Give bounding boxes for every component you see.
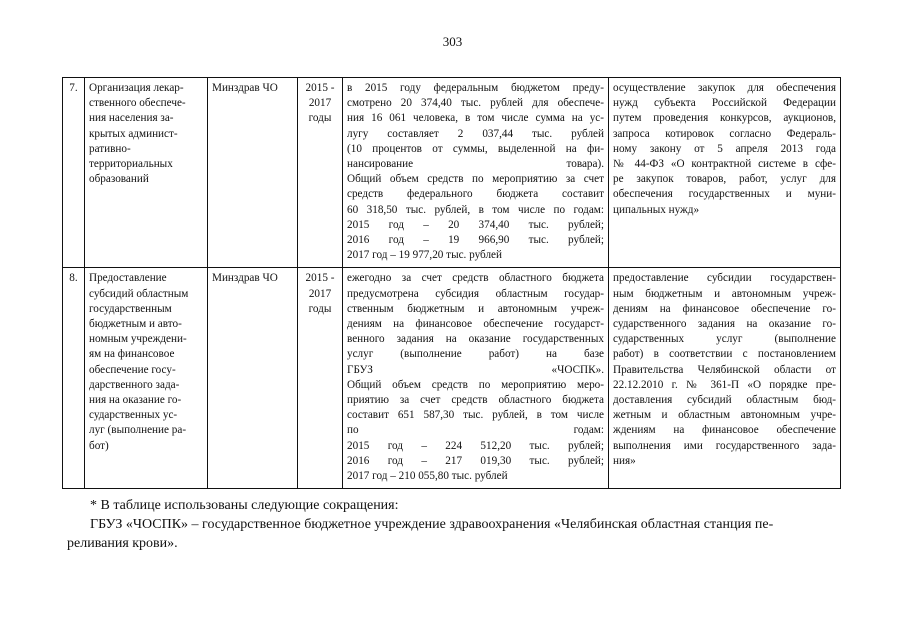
- mechanism-description-line: ждениям на финансовое обеспечение: [613, 424, 836, 437]
- measure-name-line: субсидий областным: [89, 287, 189, 300]
- period-line: 2015 -: [305, 82, 335, 94]
- measure-name-line: обеспечение госу-: [89, 363, 176, 376]
- measure-name-line: сударственных ус-: [89, 409, 178, 422]
- footnote-text: ГБУЗ «ЧОСПК» – государственное бюджетное учреждение здравоохранения «Челябинская областная станция пе-: [90, 517, 774, 532]
- funding-description-line: 2015 год – 224 512,20 тыс. рублей;: [347, 439, 604, 452]
- measures-table: [62, 77, 841, 489]
- funding-description-line: 2016 год – 217 019,30 тыс. рублей;: [347, 454, 604, 467]
- funding-description-line: ния 16 061 человека, в том числе сумма на ус-: [347, 112, 604, 125]
- period: [298, 78, 343, 268]
- funding-description-line: 60 318,50 тыс. рублей, в том числе по годам:: [347, 203, 604, 216]
- funding-description: [343, 78, 609, 268]
- mechanism-description-line: жетным и областным автономным учре-: [613, 409, 836, 422]
- funding-description-line: (10 процентов от суммы, выделенной на фи-: [347, 142, 604, 155]
- measure-name-line: дарственного зада-: [89, 378, 180, 391]
- measure-name-line: ративно-: [89, 142, 131, 155]
- funding-description-line: приятию за счет средств областного бюджета: [347, 394, 604, 407]
- period-line: 2017: [308, 287, 332, 300]
- funding-description-line: лугу составляет 2 037,44 тыс. рублей: [347, 127, 604, 140]
- mechanism-description-line: ному закону от 5 апреля 2013 года: [613, 142, 836, 155]
- footnote-title: * В таблице использованы следующие сокращения:: [90, 498, 399, 513]
- table-row: [63, 268, 841, 489]
- funding-description-line: смотрено 20 374,40 тыс. рублей для обеспече-: [347, 97, 604, 110]
- period-line: годы: [308, 302, 332, 315]
- measure-name-line: бюджетным и авто-: [89, 318, 182, 331]
- funding-description-line: дениям на финансовое обеспечение государст-: [347, 318, 604, 331]
- mechanism-description-line: дениям на финансовое обеспечение го-: [613, 302, 836, 315]
- mechanism-description-line: выполнения ими государственного зада-: [613, 439, 836, 452]
- measure-name-line: номным учреждени-: [89, 333, 187, 346]
- measure-name-line: ния на оказание го-: [89, 394, 182, 407]
- period-line: годы: [308, 112, 332, 125]
- measure-name-line: крытых админист-: [89, 127, 178, 140]
- funding-description-line: составит 651 587,30 тыс. рублей, в том числе: [347, 409, 604, 422]
- funding-description-line: в 2015 году федеральным бюджетом преду-: [347, 82, 604, 94]
- row-number: 8.: [63, 268, 85, 489]
- mechanism-description-line: ре закупок товаров, работ, услуг для: [613, 173, 836, 186]
- funding-description-line: ежегодно за счет средств областного бюджета: [347, 272, 604, 285]
- funding-description-line: Общий объем средств по мероприятию меро-: [347, 378, 604, 391]
- funding-description-line: предусмотрена субсидия областным государ-: [347, 287, 604, 300]
- funding-description-line: ственным бюджетным и автономным учреж-: [347, 302, 604, 315]
- mechanism-description-line: ципальных нужд»: [613, 203, 700, 216]
- funding-description: [343, 268, 609, 489]
- mechanism-description-line: сударственного задания на оказание го-: [613, 318, 836, 331]
- mechanism-description-line: 22.12.2010 г. № 361-П «О порядке пре-: [613, 378, 836, 391]
- measure-name-line: государственным: [89, 302, 172, 315]
- measure-name-line: Предоставление: [89, 272, 167, 285]
- funding-description-line: 2017 год – 19 977,20 тыс. рублей: [347, 249, 502, 262]
- mechanism-description-line: путем проведения конкурсов, аукционов,: [613, 112, 836, 125]
- measure-name-line: ственного обеспече-: [89, 97, 186, 110]
- mechanism-description-line: Правительства Челябинской области от: [613, 363, 836, 376]
- mechanism-description: [609, 78, 841, 268]
- funding-description-line: нансирование товара).: [347, 158, 604, 171]
- measure-name-line: образований: [89, 173, 149, 186]
- mechanism-description-line: № 44-ФЗ «О контрактной системе в сфе-: [613, 158, 836, 171]
- funding-description-line: ГБУЗ «ЧОСПК».: [347, 363, 604, 376]
- funding-description-line: Общий объем средств по мероприятию за счет: [347, 173, 604, 186]
- funding-description-line: по годам:: [347, 424, 604, 437]
- footnote: [67, 496, 860, 553]
- measure-name: [85, 268, 208, 489]
- row-number: 7.: [63, 78, 85, 268]
- mechanism-description-line: ным бюджетным и автономным учреж-: [613, 287, 836, 300]
- mechanism-description-line: предоставление субсидии государствен-: [613, 272, 836, 285]
- executor: Минздрав ЧО: [208, 268, 298, 489]
- mechanism-description: [609, 268, 841, 489]
- period: [298, 268, 343, 489]
- mechanism-description-line: осуществление закупок для обеспечения: [613, 82, 836, 94]
- funding-description-line: 2015 год – 20 374,40 тыс. рублей;: [347, 218, 604, 231]
- mechanism-description-line: сударственных услуг (выполнение: [613, 333, 836, 346]
- executor: Минздрав ЧО: [208, 78, 298, 268]
- period-line: 2015 -: [305, 272, 335, 285]
- measure-name: [85, 78, 208, 268]
- funding-description-line: венного задания на оказание государственных: [347, 333, 604, 346]
- funding-description-line: 2016 год – 19 966,90 тыс. рублей;: [347, 234, 604, 247]
- measure-name-line: Организация лекар-: [89, 82, 184, 94]
- measure-name-line: ния населения за-: [89, 112, 174, 125]
- funding-description-line: 2017 год – 210 055,80 тыс. рублей: [347, 470, 508, 483]
- funding-description-line: услуг (выполнение работ) на базе: [347, 348, 604, 361]
- measure-name-line: ям на финансовое: [89, 348, 175, 361]
- footnote-continuation: реливания крови».: [67, 536, 178, 551]
- measure-name-line: территориальных: [89, 158, 173, 171]
- mechanism-description-line: ния»: [613, 454, 636, 467]
- funding-description-line: средств федерального бюджета составит: [347, 188, 604, 201]
- mechanism-description-line: работ) в соответствии с постановлением: [613, 348, 836, 361]
- period-line: 2017: [308, 97, 332, 110]
- page-number: 303: [442, 34, 463, 49]
- measure-name-line: луг (выполнение ра-: [89, 424, 187, 437]
- mechanism-description-line: доставления субсидий областным бюд-: [613, 394, 836, 407]
- mechanism-description-line: запроса котировок согласно Федераль-: [613, 127, 836, 140]
- mechanism-description-line: нужд субъекта Российской Федерации: [613, 97, 836, 110]
- measure-name-line: бот): [89, 439, 109, 452]
- mechanism-description-line: обеспечения государственных и муни-: [613, 188, 836, 201]
- table-row: [63, 78, 841, 268]
